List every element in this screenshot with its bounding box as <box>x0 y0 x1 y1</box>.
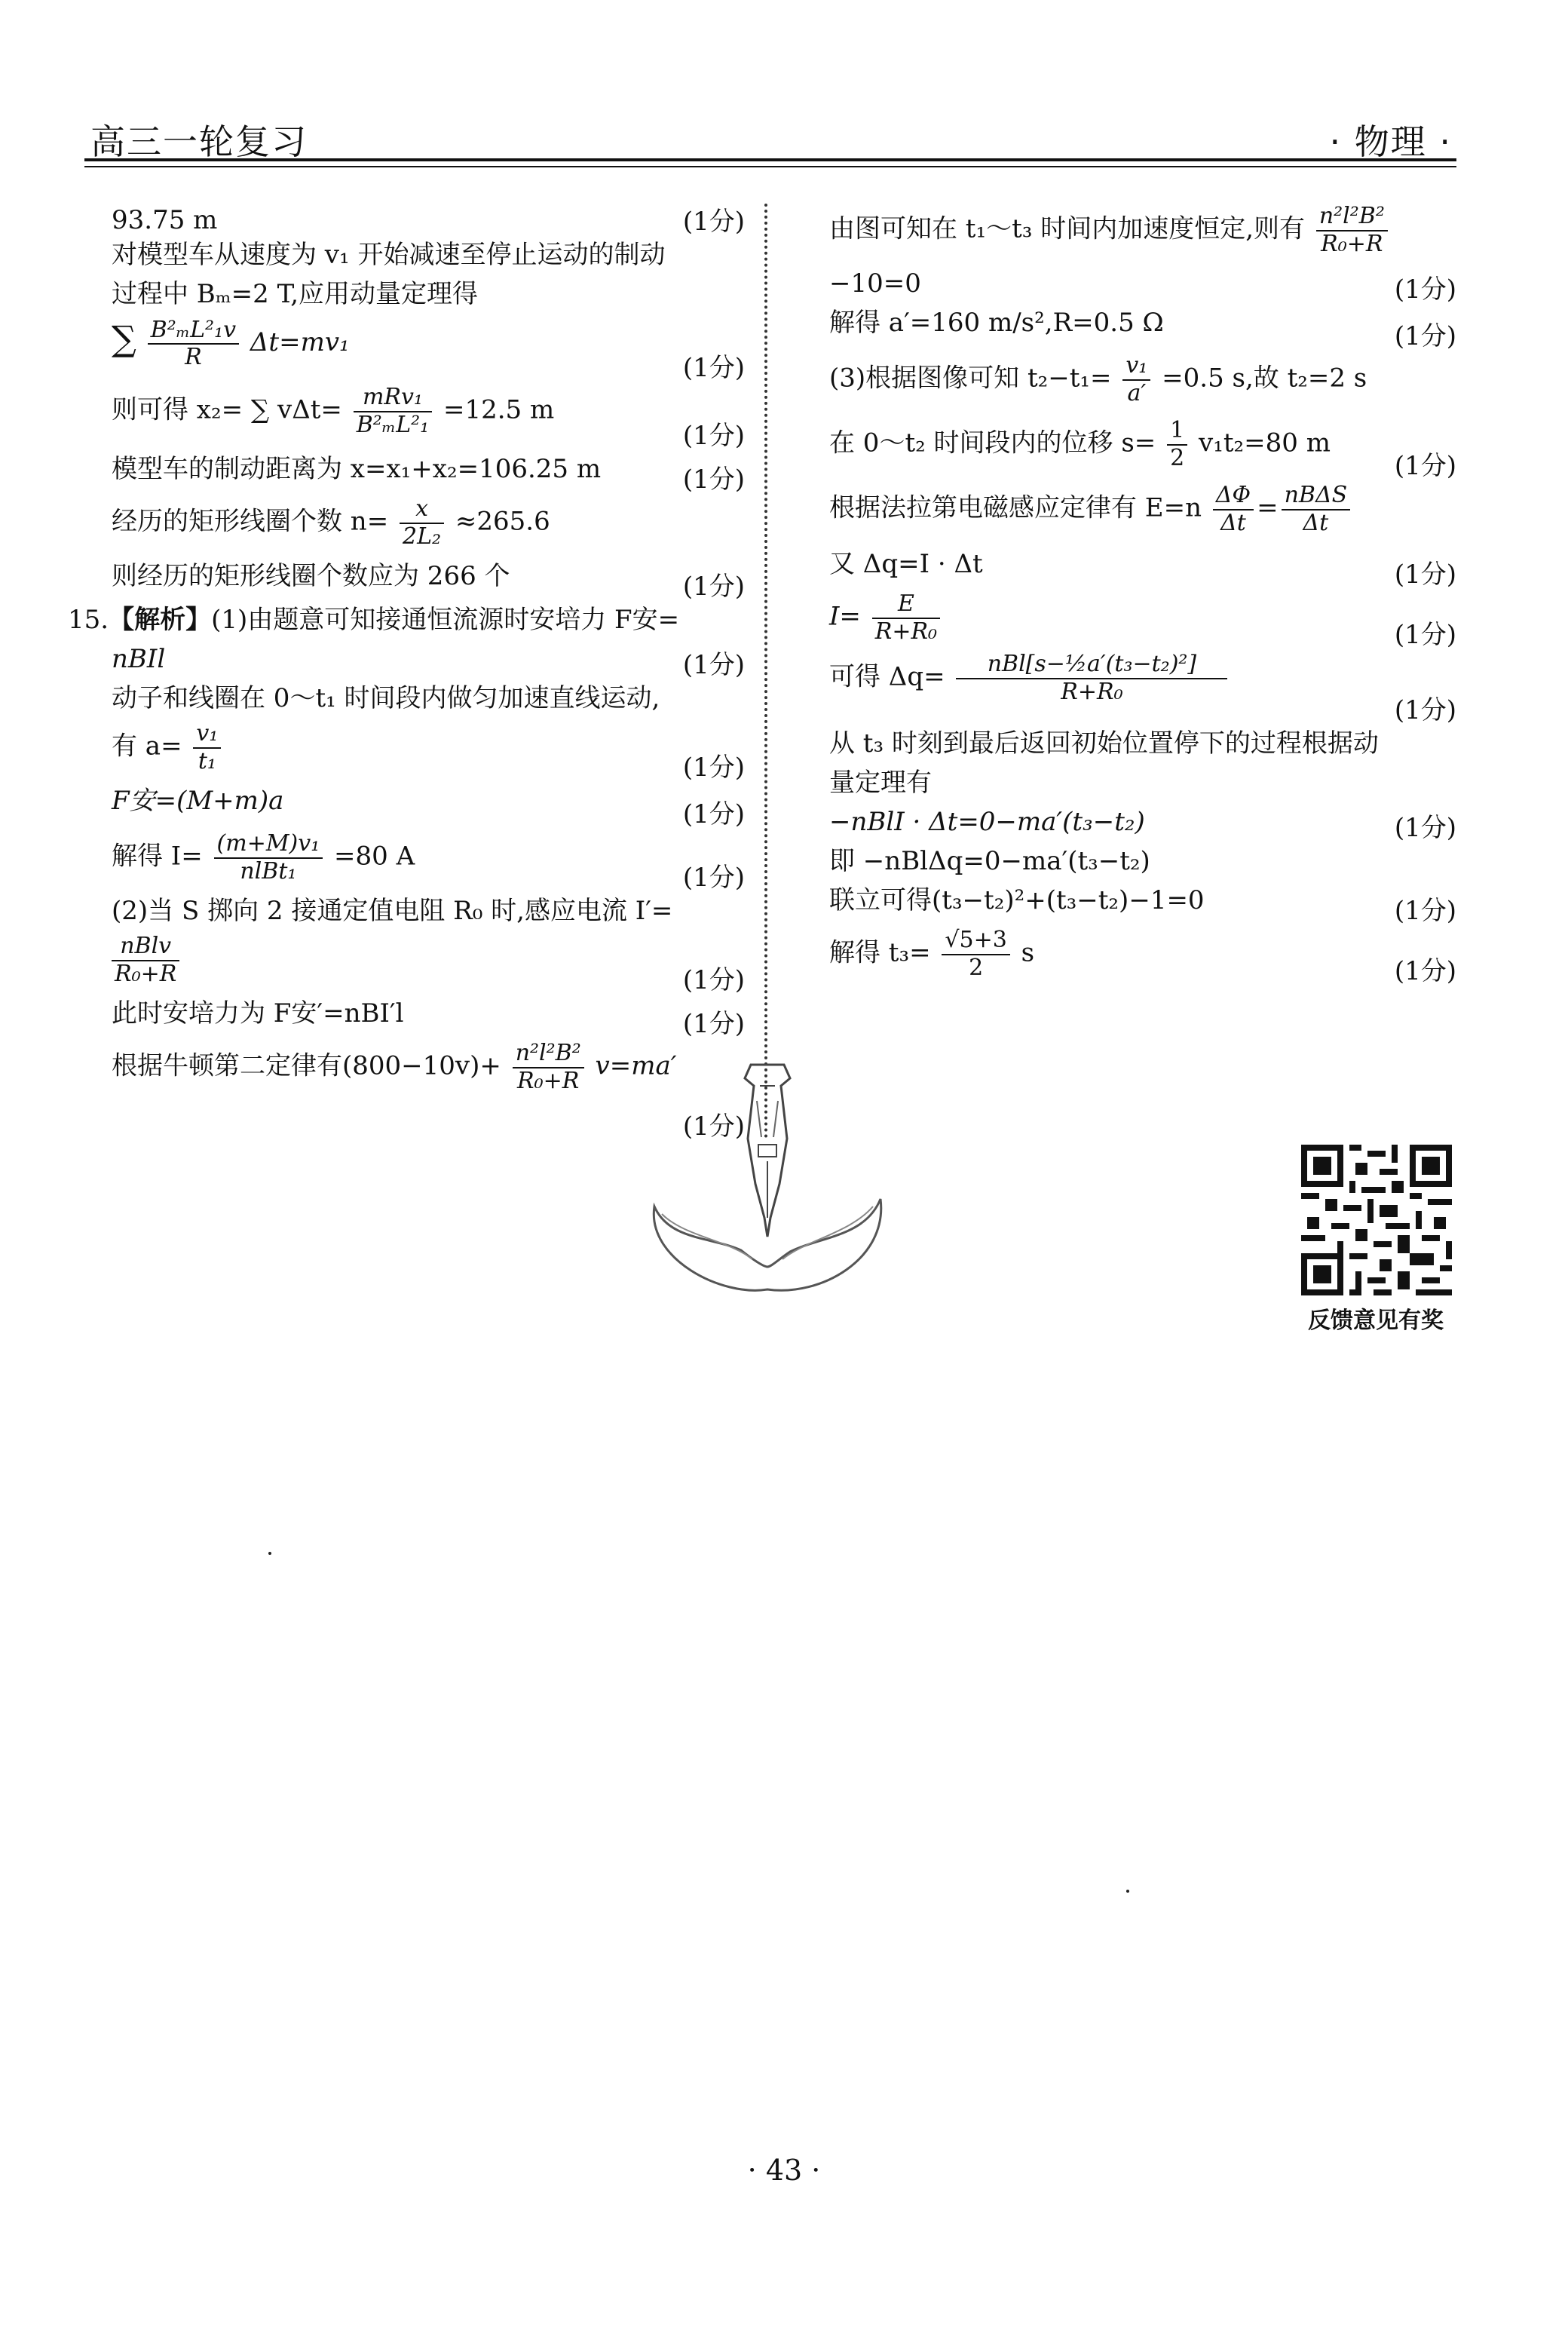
formula-text: (3)根据图像可知 t₂−t₁= <box>829 363 1112 394</box>
fraction: $\frac{\Delta\Phi}{\Delta t}$ <box>1213 483 1254 536</box>
text-line <box>112 238 745 277</box>
score-mark: (1分) <box>682 206 745 237</box>
text-line <box>112 204 745 238</box>
formula-text: 联立可得(t₃−t₂)²+(t₃−t₂)−1=0 <box>829 885 1205 915</box>
formula-line: 根据法拉第电磁感应定律有 E=n $\frac{\Delta\Phi}{\Delta t}$ = $\frac{\text{nBΔS}}{\Delta t}$ <box>829 483 1456 547</box>
score-mark: (1分) <box>1394 619 1456 650</box>
formula-line <box>112 721 745 784</box>
score-mark: (1分) <box>1394 955 1456 986</box>
formula-text: nBIl <box>112 644 166 674</box>
formula-line <box>829 651 1456 727</box>
header-rule-thick <box>84 158 1456 161</box>
formula-text: F安=(M+m)a <box>112 786 284 816</box>
score-mark: (1分) <box>682 862 745 893</box>
fraction: $\frac{√5+3}{2}$ <box>942 927 1009 981</box>
formula-text: −10=0 <box>829 268 921 299</box>
text-line <box>112 642 745 682</box>
pen-nib-logo-icon <box>639 1056 896 1305</box>
score-mark: (1分) <box>1394 450 1456 481</box>
solution-text: 根据法拉第电磁感应定律有 E=n <box>829 492 1202 523</box>
formula-text: 经历的矩形线圈个数 n= <box>112 506 389 537</box>
formula-line <box>112 831 745 894</box>
text-line <box>829 845 1456 884</box>
header-title: 高三一轮复习 <box>90 121 308 162</box>
qr-caption: 反馈意见有奖 <box>1308 1308 1444 1334</box>
text-line <box>829 805 1456 845</box>
header-rule-thin <box>84 166 1456 167</box>
text-line <box>112 277 745 317</box>
formula-text: s <box>1021 937 1035 968</box>
text-line <box>829 547 1456 591</box>
formula-line <box>112 784 745 831</box>
text-line <box>829 306 1456 353</box>
fraction: $\frac{\text{nBΔS}}{\Delta t}$ <box>1282 483 1351 536</box>
sum-symbol: ∑ <box>112 318 136 359</box>
score-mark: (1分) <box>682 649 745 680</box>
formula-text: =80 A <box>334 841 415 872</box>
formula-text: 则可得 x₂= ∑ vΔt= <box>112 394 342 425</box>
page-number: · 43 · <box>747 2154 821 2187</box>
fraction: $\frac{\text{n²l²B²}}{\text{R₀+R}}$ <box>513 1041 584 1094</box>
score-mark: (1分) <box>682 420 745 451</box>
score-mark: (1分) <box>1394 559 1456 590</box>
formula-line <box>829 418 1456 483</box>
text-line <box>112 894 745 934</box>
formula-text: 又 Δq=I · Δt <box>829 549 983 579</box>
formula-text: I= <box>829 601 861 632</box>
formula-line <box>829 353 1456 418</box>
formula-text: 即 −nBlΔq=0−ma′(t₃−t₂) <box>829 846 1150 876</box>
formula-text: =12.5 m <box>443 394 555 425</box>
formula-text: 解得 t₃= <box>829 937 931 968</box>
fraction: $\frac{\text{nBlv}}{\text{R₀+R}}$ <box>112 934 179 987</box>
right-column <box>829 204 1456 988</box>
fraction: $\frac{\text{nBl[s−½a′(t₃−t₂)²]}}{\text{R+R₀}}$ <box>956 651 1227 705</box>
fraction: $\frac{\text{mRv₁}}{\text{B²ₘL²₁}}$ <box>354 385 432 438</box>
formula-line <box>112 385 745 452</box>
solution-text: 由图可知在 t₁～t₃ 时间内加速度恒定,则有 <box>829 213 1306 244</box>
column-divider <box>764 204 767 1139</box>
solution-text: 模型车的制动距离为 x=x₁+x₂=106.25 m <box>112 454 602 484</box>
formula-line <box>829 204 1456 267</box>
page-header <box>84 106 1456 162</box>
fraction: $\frac{\text{v₁}}{a'}$ <box>1122 353 1150 406</box>
solution-text: (1)由题意可知接通恒流源时安培力 F安= <box>211 605 680 635</box>
score-mark: (1分) <box>682 752 745 783</box>
score-mark: (1分) <box>682 799 745 829</box>
formula-text: 根据牛顿第二定律有(800−10v)+ <box>112 1050 501 1081</box>
score-mark: (1分) <box>1394 274 1456 305</box>
score-mark: (1分) <box>682 464 745 495</box>
fraction: $\frac{E}{\text{R+R₀}}$ <box>872 591 940 645</box>
solution-text: 过程中 Bₘ=2 T,应用动量定理得 <box>112 279 479 309</box>
fraction: $\frac{\text{(m+M)v₁}}{\text{nlBt₁}}$ <box>214 831 323 885</box>
text-line <box>829 727 1456 766</box>
solution-text: 此时安培力为 F安′=nBI′l <box>112 998 404 1029</box>
analysis-tag: 【解析】 <box>109 605 212 635</box>
score-mark: (1分) <box>1394 895 1456 926</box>
qr-code-icon[interactable] <box>1301 1145 1452 1295</box>
text-line <box>829 884 1456 927</box>
solution-text: 从 t₃ 时刻到最后返回初始位置停下的过程根据动 <box>829 728 1379 759</box>
formula-text: 解得 I= <box>112 841 203 872</box>
solution-text: 解得 a′=160 m/s²,R=0.5 Ω <box>829 308 1164 338</box>
score-mark: (1分) <box>1394 812 1456 843</box>
solution-text: 对模型车从速度为 v₁ 开始减速至停止运动的制动 <box>112 240 666 270</box>
score-mark: (1分) <box>682 964 745 995</box>
fraction: $\frac{\text{v₁}}{\text{t₁}}$ <box>193 721 221 774</box>
solution-text: (2)当 S 掷向 2 接通定值电阻 R₀ 时,感应电流 I′= <box>112 896 673 926</box>
text-line <box>112 682 745 721</box>
scan-speck <box>1126 1890 1129 1893</box>
text-line <box>112 452 745 496</box>
formula-line <box>829 927 1456 988</box>
solution-text: 量定理有 <box>829 768 932 798</box>
header-subject: · 物理 · <box>1329 121 1452 162</box>
score-mark: (1分) <box>1394 320 1456 351</box>
question-number: 15. <box>68 605 109 635</box>
formula-text: 在 0～t₂ 时间段内的位移 s= <box>829 428 1156 458</box>
text-line <box>112 560 745 603</box>
fraction: $\frac{x}{\text{2L₂}}$ <box>400 496 444 550</box>
formula-text: v₁t₂=80 m <box>1199 428 1331 458</box>
scan-speck <box>268 1552 271 1555</box>
formula-text: −nBlI · Δt=0−ma′(t₃−t₂) <box>829 807 1145 837</box>
answer-text: 93.75 m <box>112 205 218 235</box>
score-mark: (1分) <box>682 571 745 602</box>
formula-line <box>112 317 745 385</box>
solution-text: 动子和线圈在 0～t₁ 时间段内做匀加速直线运动, <box>112 683 660 713</box>
text-line <box>829 267 1456 306</box>
fraction: $\frac{1}{2}$ <box>1167 418 1187 471</box>
formula-text: 可得 Δq= <box>829 661 945 692</box>
solution-text: 则经历的矩形线圈个数应为 266 个 <box>112 561 510 591</box>
question-header-line <box>68 603 745 642</box>
fraction: $\frac{\text{B²ₘL²₁v}}{R}$ <box>148 317 239 371</box>
formula-line <box>112 496 745 560</box>
left-column <box>68 204 745 1143</box>
score-mark: (1分) <box>682 1111 745 1142</box>
score-mark: (1分) <box>1394 694 1456 725</box>
score-mark: (1分) <box>682 352 745 383</box>
formula-text: =0.5 s,故 t₂=2 s <box>1162 363 1367 394</box>
text-line <box>829 766 1456 805</box>
formula-line <box>112 934 745 997</box>
text-line <box>112 997 745 1041</box>
fraction: $\frac{\text{n²l²B²}}{\text{R₀+R}}$ <box>1316 204 1388 257</box>
formula-line <box>829 591 1456 651</box>
formula-text: v=ma′ <box>595 1050 677 1081</box>
formula-text: ≈265.6 <box>455 506 550 537</box>
score-mark: (1分) <box>682 1008 745 1039</box>
formula-text: 有 a= <box>112 731 182 762</box>
formula-text: Δt=mv₁ <box>250 327 350 357</box>
